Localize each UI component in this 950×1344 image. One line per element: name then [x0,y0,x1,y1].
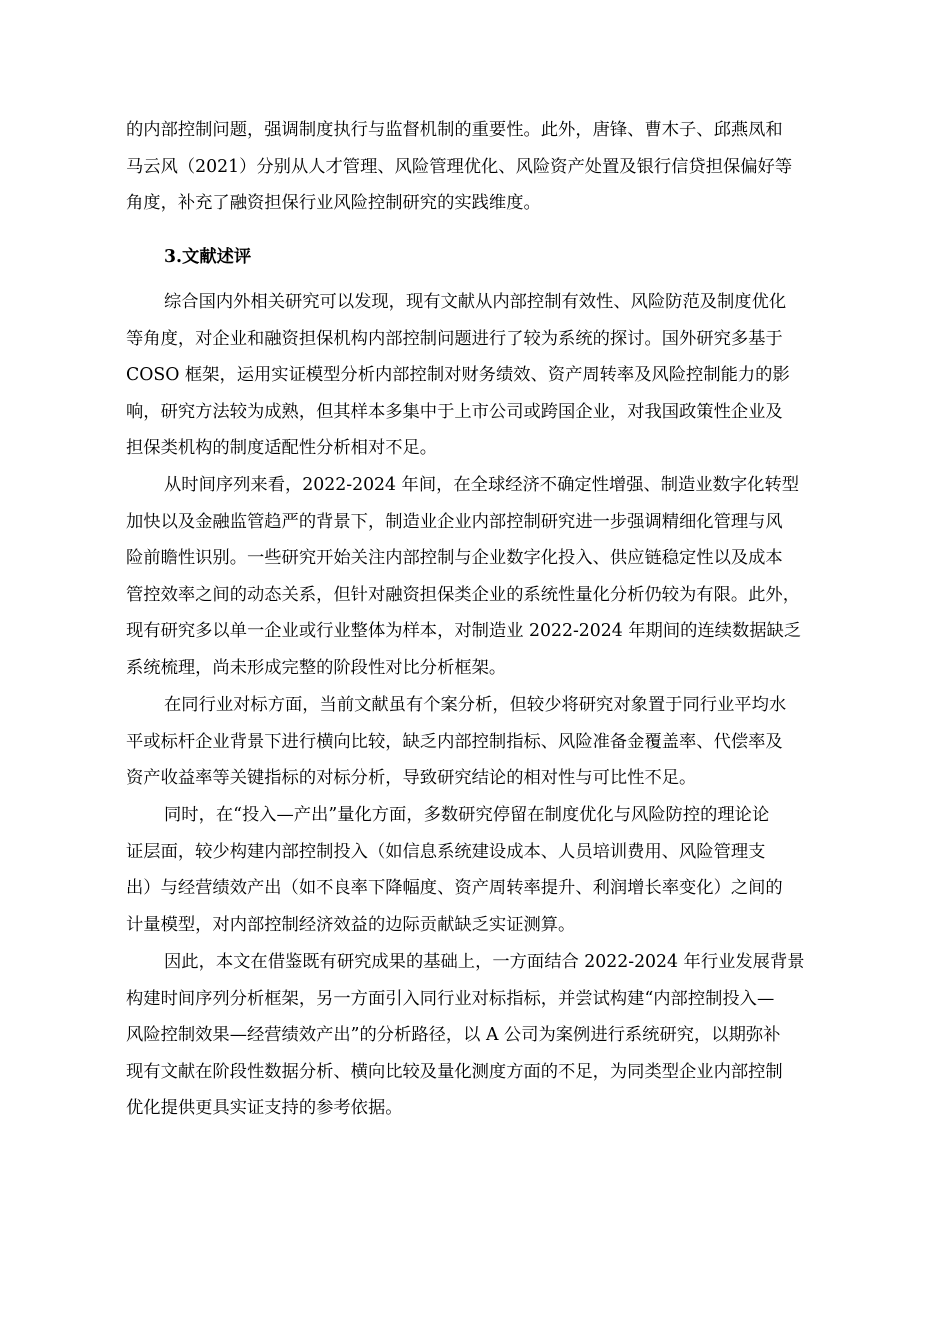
text-line: 计量模型，对内部控制经济效益的边际贡献缺乏实证测算。 [126,914,576,935]
text-line: 因此，本文在借鉴既有研究成果的基础上，一方面结合 2022-2024 年行业发展背景 [164,952,805,972]
text-line: COSO 框架，运用实证模型分析内部控制对财务绩效、资产周转率及风险控制能力的影 [126,365,790,386]
text-line: 风险控制效果—经营绩效产出”的分析路径，以 A 公司为案例进行系统研究，以期弥补 [126,1025,781,1046]
paragraph-3 [126,687,860,797]
text-line: 同时，在“投入—产出”量化方面，多数研究停留在制度优化与风险防控的理论论 [164,805,770,825]
text-line: 证层面，较少构建内部控制投入（如信息系统建设成本、人员培训费用、风险管理支 [126,841,766,862]
section-heading: 3.文献述评 [164,247,252,267]
section-heading-block [126,239,860,276]
text-line: 平或标杆企业背景下进行横向比较，缺乏内部控制指标、风险准备金覆盖率、代偿率及 [126,731,783,752]
text-line: 马云风（2021）分别从人才管理、风险管理优化、风险资产处置及银行信贷担保偏好等 [126,156,793,177]
text-line: 从时间序列来看，2022-2024 年间，在全球经济不确定性增强、制造业数字化转型 [164,475,800,495]
text-line: 资产收益率等关键指标的对标分析，导致研究结论的相对性与可比性不足。 [126,768,697,789]
text-line: 综合国内外相关研究可以发现，现有文献从内部控制有效性、风险防范及制度优化 [164,292,787,312]
text-line: 出）与经营绩效产出（如不良率下降幅度、资产周转率提升、利润增长率变化）之间的 [126,878,783,899]
paragraph-5 [126,944,860,1127]
paragraph-2 [126,467,860,687]
text-line: 的内部控制问题，强调制度执行与监督机制的重要性。此外，唐锋、曹木子、邱燕凤和 [126,120,783,140]
paragraph-4 [126,797,860,943]
text-line: 等角度，对企业和融资担保机构内部控制问题进行了较为系统的探讨。国外研究多基于 [126,328,783,349]
intro-paragraph [126,112,860,222]
text-line: 构建时间序列分析框架，另一方面引入同行业对标指标，并尝试构建“内部控制投入— [126,988,775,1009]
text-line: 在同行业对标方面，当前文献虽有个案分析，但较少将研究对象置于同行业平均水 [164,695,787,715]
text-line: 现有文献在阶段性数据分析、横向比较及量化测度方面的不足，为同类型企业内部控制 [126,1061,783,1082]
text-line: 现有研究多以单一企业或行业整体为样本，对制造业 2022-2024 年期间的连续数据缺乏 [126,621,802,642]
text-line: 优化提供更具实证支持的参考依据。 [126,1098,403,1119]
text-line: 系统梳理，尚未形成完整的阶段性对比分析框架。 [126,657,507,678]
text-line: 管控效率之间的动态关系，但针对融资担保类企业的系统性量化分析仍较为有限。此外， [126,584,800,605]
text-line: 担保类机构的制度适配性分析相对不足。 [126,438,438,459]
paragraph-1 [126,284,860,467]
text-line: 险前瞻性识别。一些研究开始关注内部控制与企业数字化投入、供应链稳定性以及成本 [126,548,783,569]
text-line: 角度，补充了融资担保行业风险控制研究的实践维度。 [126,193,541,214]
text-line: 响，研究方法较为成熟，但其样本多集中于上市公司或跨国企业，对我国政策性企业及 [126,401,783,422]
text-line: 加快以及金融监管趋严的背景下，制造业企业内部控制研究进一步强调精细化管理与风 [126,511,783,532]
